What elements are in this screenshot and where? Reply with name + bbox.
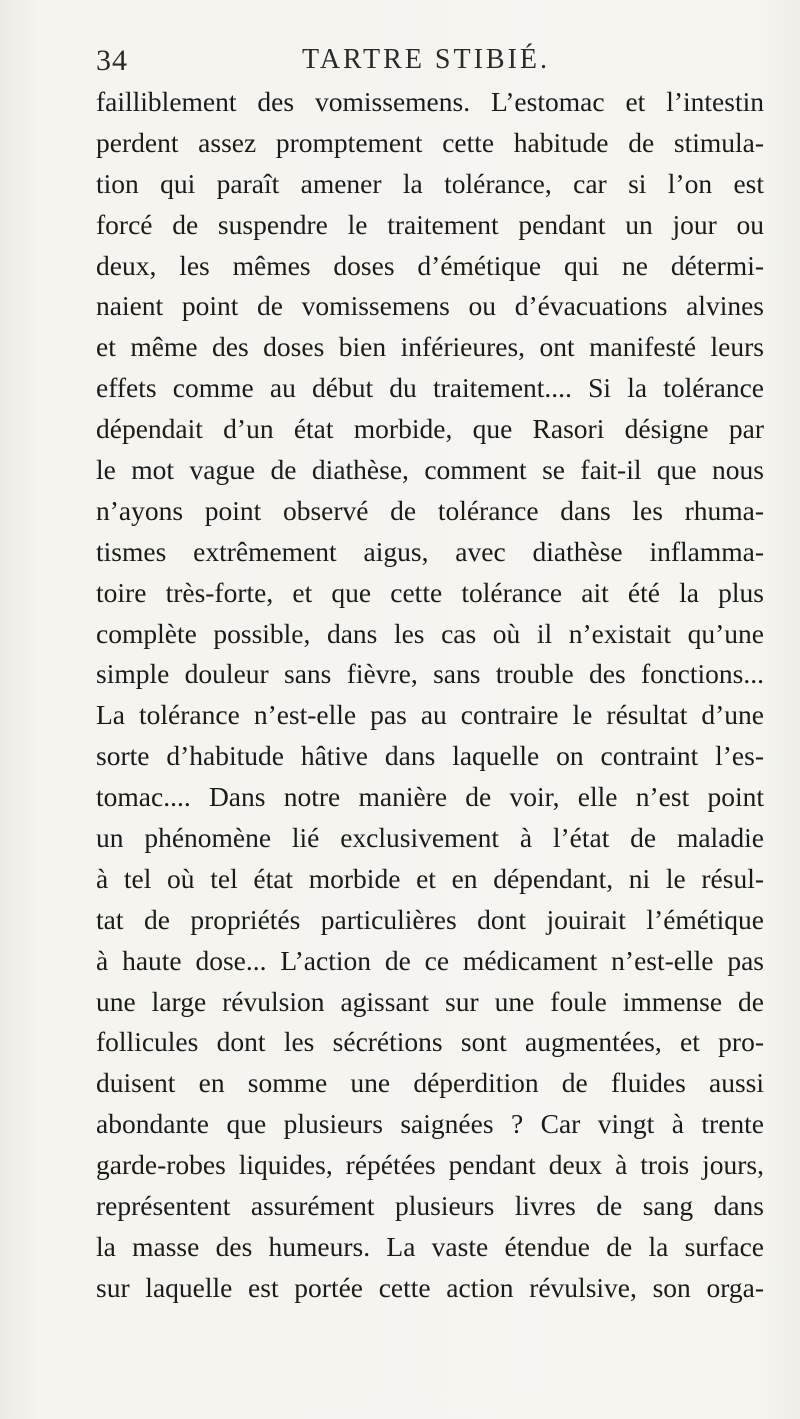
text-line: tismes extrêmement aigus, avec diathèse inflamma- [96, 535, 764, 567]
text-line: dépendait d’un état morbide, que Rasori désigne par [96, 413, 764, 445]
text-line: un phénomène lié exclusivement à l’état de maladie [96, 822, 764, 854]
text-line: sorte d’habitude hâtive dans laquelle on contraint l’es- [96, 740, 764, 772]
text-line: abondante que plusieurs saignées ? Car vingt à trente [96, 1108, 764, 1140]
text-line: tion qui paraît amener la tolérance, car si l’on est [96, 167, 764, 199]
text-line: complète possible, dans les cas où il n’existait qu’une [96, 617, 764, 649]
page-number: 34 [96, 44, 128, 77]
text-line: simple douleur sans fièvre, sans trouble des fonctions... [96, 658, 764, 690]
text-line: tat de propriétés particulières dont jouirait l’émétique [96, 903, 764, 935]
text-line: duisent en somme une déperdition de fluides aussi [96, 1067, 764, 1099]
text-line: La tolérance n’est-elle pas au contraire le résultat d’une [96, 699, 764, 731]
text-line: la masse des humeurs. La vaste étendue de la surface [96, 1230, 764, 1262]
text-line: perdent assez promptement cette habitude de stimula- [96, 126, 764, 158]
text-line: représentent assurément plusieurs livres de sang dans [96, 1190, 764, 1222]
text-line: garde-robes liquides, répétées pendant deux à trois jours, [96, 1149, 764, 1181]
text-line: follicules dont les sécrétions sont augmentées, et pro- [96, 1026, 764, 1058]
text-line: sur laquelle est portée cette action révulsive, son orga- [96, 1271, 764, 1303]
text-line: à haute dose... L’action de ce médicament n’est-elle pas [96, 944, 764, 976]
text-line: n’ayons point observé de tolérance dans les rhuma- [96, 494, 764, 526]
body-text [96, 82, 764, 1309]
running-title: TARTRE STIBIÉ. [301, 44, 551, 75]
text-line: le mot vague de diathèse, comment se fait-il que nous [96, 454, 764, 486]
text-line: une large révulsion agissant sur une foule immense de [96, 985, 764, 1017]
text-line: tomac.... Dans notre manière de voir, elle n’est point [96, 781, 764, 813]
text-line: naient point de vomissemens ou d’évacuations alvines [96, 290, 764, 322]
text-line: forcé de suspendre le traitement pendant un jour ou [96, 208, 764, 240]
text-line: effets comme au début du traitement.... Si la tolérance [96, 372, 764, 404]
text-line: à tel où tel état morbide et en dépendant, ni le résul- [96, 862, 764, 894]
page-header [96, 44, 756, 84]
text-line: et même des doses bien inférieures, ont manifesté leurs [96, 331, 764, 363]
text-line: failliblement des vomissemens. L’estomac et l’intestin [96, 86, 764, 117]
text-line: toire très-forte, et que cette tolérance ait été la plus [96, 576, 764, 608]
text-line: deux, les mêmes doses d’émétique qui ne détermi- [96, 249, 764, 281]
